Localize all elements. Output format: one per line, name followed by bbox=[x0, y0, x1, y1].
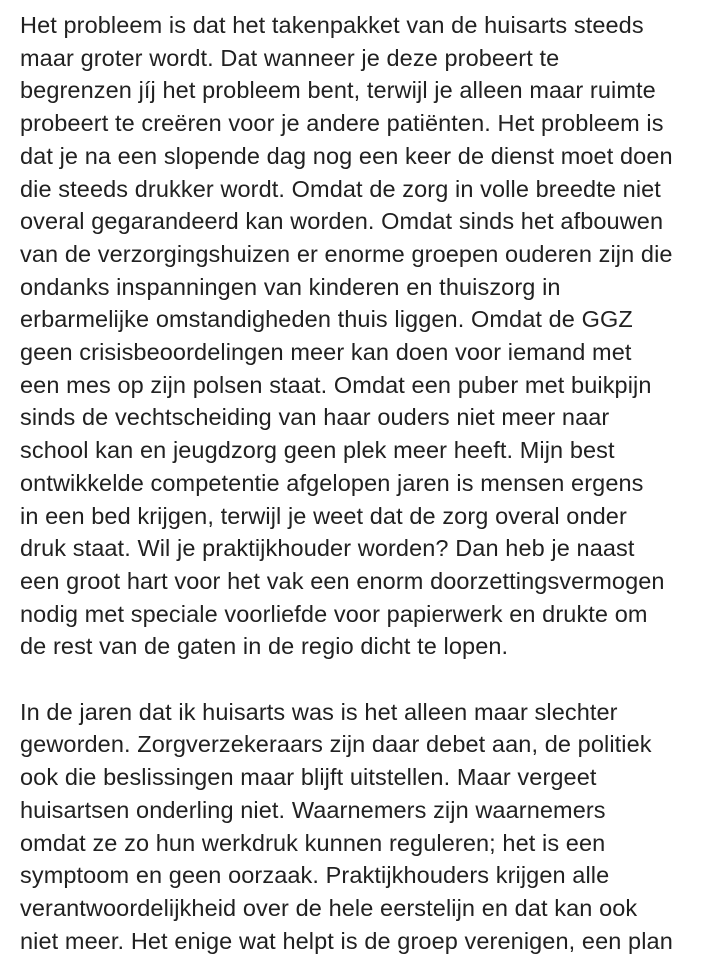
article-text bbox=[20, 9, 710, 957]
text-line: school kan en jeugdzorg geen plek meer heeft. Mijn best bbox=[20, 437, 615, 464]
text-line: geworden. Zorgverzekeraars zijn daar debet aan, de politiek bbox=[20, 731, 652, 758]
text-line: een groot hart voor het vak een enorm doorzettingsvermogen bbox=[20, 567, 665, 594]
text-line: Het probleem is dat het takenpakket van de huisarts steeds bbox=[20, 12, 644, 38]
text-line: verantwoordelijkheid over de hele eerstelijn en dat kan ook bbox=[20, 894, 638, 921]
text-line: dat je na een slopende dag nog een keer de dienst moet doen bbox=[20, 142, 673, 169]
text-line: maar groter wordt. Dat wanneer je deze probeert te bbox=[20, 44, 560, 71]
paragraph-1 bbox=[20, 9, 710, 663]
text-line: die steeds drukker wordt. Omdat de zorg in volle breedte niet bbox=[20, 175, 661, 202]
text-line: geen crisisbeoordelingen meer kan doen voor iemand met bbox=[20, 339, 632, 366]
text-line: nodig met speciale voorliefde voor papierwerk en drukte om bbox=[20, 600, 648, 627]
text-line: sinds de vechtscheiding van haar ouders niet meer naar bbox=[20, 404, 610, 431]
text-line: erbarmelijke omstandigheden thuis liggen. Omdat de GGZ bbox=[20, 306, 633, 333]
text-line: ondanks inspanningen van kinderen en thuiszorg in bbox=[20, 273, 561, 300]
text-line: begrenzen jíj het probleem bent, terwijl je alleen maar ruimte bbox=[20, 77, 656, 104]
text-line: van de verzorgingshuizen er enorme groepen ouderen zijn die bbox=[20, 240, 673, 267]
text-line: een mes op zijn polsen staat. Omdat een puber met buikpijn bbox=[20, 371, 652, 398]
text-line: ook die beslissingen maar blijft uitstellen. Maar vergeet bbox=[20, 764, 597, 791]
text-line: huisartsen onderling niet. Waarnemers zijn waarnemers bbox=[20, 796, 606, 823]
text-line: niet meer. Het enige wat helpt is de groep verenigen, een plan bbox=[20, 927, 673, 954]
text-line: overal gegarandeerd kan worden. Omdat sinds het afbouwen bbox=[20, 208, 664, 235]
text-line: omdat ze zo hun werkdruk kunnen reguleren; het is een bbox=[20, 829, 606, 856]
text-line: probeert te creëren voor je andere patiënten. Het probleem is bbox=[20, 110, 664, 137]
text-line: In de jaren dat ik huisarts was is het alleen maar slechter bbox=[20, 698, 618, 725]
text-line: de rest van de gaten in de regio dicht te lopen. bbox=[20, 633, 509, 660]
text-line: symptoom en geen oorzaak. Praktijkhouders krijgen alle bbox=[20, 862, 610, 889]
text-line: druk staat. Wil je praktijkhouder worden? Dan heb je naast bbox=[20, 535, 635, 562]
paragraph-2 bbox=[20, 696, 710, 958]
text-line: in een bed krijgen, terwijl je weet dat de zorg overal onder bbox=[20, 502, 627, 529]
text-line: ontwikkelde competentie afgelopen jaren is mensen ergens bbox=[20, 469, 644, 496]
